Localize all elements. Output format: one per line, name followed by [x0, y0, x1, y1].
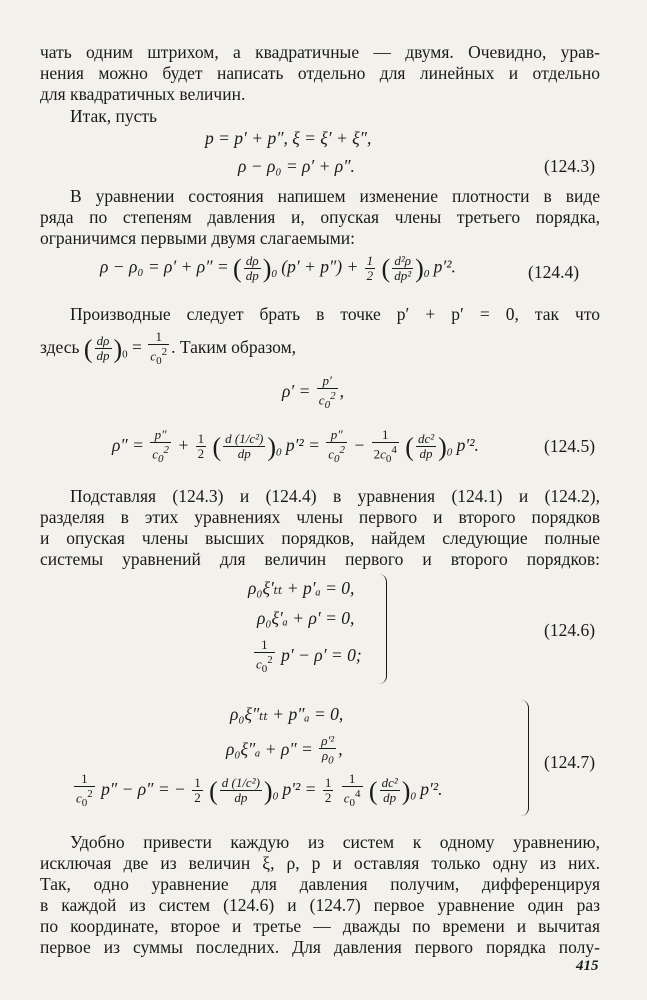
equation-lhs: ρ − ρ₀ = ρ′ + ρ″ =: [100, 256, 229, 277]
equation-124-4: ρ − ρ₀ = ρ′ + ρ″ = ( $\frac{d\rho}{dp}$ )$_0$ (p′ + p″) + $\frac{1}{2}$ ( $\frac{\text{d²ρ}}{\text{dp²}}$ )$_0$ p′².: [100, 253, 456, 283]
equation-text: p″ − ρ″ = −: [101, 778, 186, 799]
equation-lhs: ρ′ =: [282, 380, 311, 401]
paragraph-4: [40, 304, 600, 325]
text-line: Производные следует брать в точке p′ + p′ = 0, так что: [70, 304, 600, 324]
text-line: Подставляя (124.3) и (124.4) в уравнения (124.1) и (124.2),: [70, 486, 600, 506]
text-line: системы уравнений для величин первого и второго порядков:: [40, 549, 600, 569]
equation-number-124-5: (124.5): [544, 436, 596, 456]
equation-text: ρ₀ξ″ₐ + ρ″ =: [226, 738, 313, 759]
equation-number-124-6: (124.6): [544, 620, 596, 640]
page-number: 415: [576, 958, 599, 974]
equation-text: p′ − ρ′ = 0;: [281, 644, 362, 665]
equation-124-6-line-3: $\frac{1}{c_0^2}$ p′ − ρ′ = 0;: [256, 637, 362, 675]
paragraph-4-line-2: здесь ( $\frac{d\rho}{dp}$ )$_0$ = $\frac{1}{c_0^2}$ . Таким образом,: [40, 329, 297, 367]
text-line: нения можно будет написать отдельно для линейных и отдельно: [40, 63, 600, 83]
paragraph-6: [40, 832, 600, 958]
text-line: Удобно привести каждую из систем к одному уравнению,: [70, 832, 600, 852]
paragraph-3: [40, 186, 600, 249]
text-line: и опуская члены высших порядков, найдем следующие полные: [40, 528, 600, 548]
equation-124-7-line-1: ρ₀ξ″ₜₜ + p″ₐ = 0,: [230, 704, 344, 724]
equation-124-5: ρ″ = $\frac{p''}{c_0^2}$ + $\frac{1}{2}$ ( $\frac{\text{d (1/c²)}}{dp}$ )$_0$ p′² = $\frac{p''}{c_0^2}$ − $\frac{1}{2c_0^4}$ ( $\frac{\text{dc²}}{dp}$ )$_0$ p′².: [112, 427, 479, 465]
text-line: Так, одно уравнение для давления получим, дифференцируя: [40, 874, 600, 894]
text-line: ряда по степеням давления и, опуская члены третьего порядка,: [40, 207, 600, 227]
paragraph-5: [40, 486, 600, 570]
equation-124-6-line-1: ρ₀ξ′ₜₜ + p′ₐ = 0,: [248, 578, 355, 598]
text-line: Итак, пусть: [70, 106, 158, 126]
paragraph-2: [40, 106, 600, 127]
text-line: для квадратичных величин.: [40, 84, 246, 104]
text-line: исключая две из величин ξ, ρ, p и оставляя только одну из них.: [40, 853, 600, 873]
text-line: в каждой из систем (124.6) и (124.7) первое уравнение один раз: [40, 895, 600, 915]
equation-mid: (p′ + p″) +: [281, 256, 359, 277]
equation-lhs: ρ″ =: [112, 434, 144, 455]
brace-124-6: [376, 574, 387, 684]
paragraph-1: [40, 42, 600, 105]
text-line: чать одним штрихом, а квадратичные — двумя. Очевидно, урав-: [40, 42, 600, 62]
text-fragment: здесь: [40, 336, 80, 357]
brace-124-7: [518, 700, 529, 816]
equation-number-124-3: (124.3): [544, 156, 596, 176]
text-line: по координате, второе и третье — дважды по времени и вычитая: [40, 916, 600, 936]
equation-tail: p′².: [433, 256, 456, 277]
text-line: В уравнении состояния напишем изменение плотности в виде: [70, 186, 600, 206]
equation-number-124-7: (124.7): [544, 752, 596, 772]
equation-124-3-line-2: ρ − ρ₀ = ρ′ + ρ″.: [238, 156, 355, 176]
text-fragment: . Таким образом,: [171, 336, 297, 357]
equation-124-7-line-2: ρ₀ξ″ₐ + ρ″ = $\frac{\text{ρ′²}}{\rho_0}$ ,: [226, 733, 343, 767]
text-line: первое из суммы последних. Для давления первого порядка полу-: [40, 937, 600, 957]
equation-124-6-line-2: ρ₀ξ′ₐ + ρ′ = 0,: [257, 608, 355, 628]
text-line: ограничимся первыми двумя слагаемыми:: [40, 228, 356, 248]
equation-tail: ,: [339, 380, 344, 401]
equation-124-7-line-3: $\frac{1}{c_0^2}$ p″ − ρ″ = − $\frac{1}{2}$ ( $\frac{\text{d (1/c²)}}{dp}$ )$_0$ p′² = $\frac{1}{2}$ $\frac{1}{c_0^4}$ ( $\frac{\text{dc²}}{dp}$ )$_0$ p′².: [76, 771, 443, 809]
equation-number-124-4: (124.4): [528, 262, 580, 282]
equation-rho-prime: ρ′ = $\frac{p'}{c_0^2}$ ,: [282, 373, 344, 411]
equation-124-3-line-1: p = p′ + p″, ξ = ξ′ + ξ″,: [205, 128, 372, 148]
text-line: разделяя в этих уравнениях члены первого и второго порядков: [40, 507, 600, 527]
